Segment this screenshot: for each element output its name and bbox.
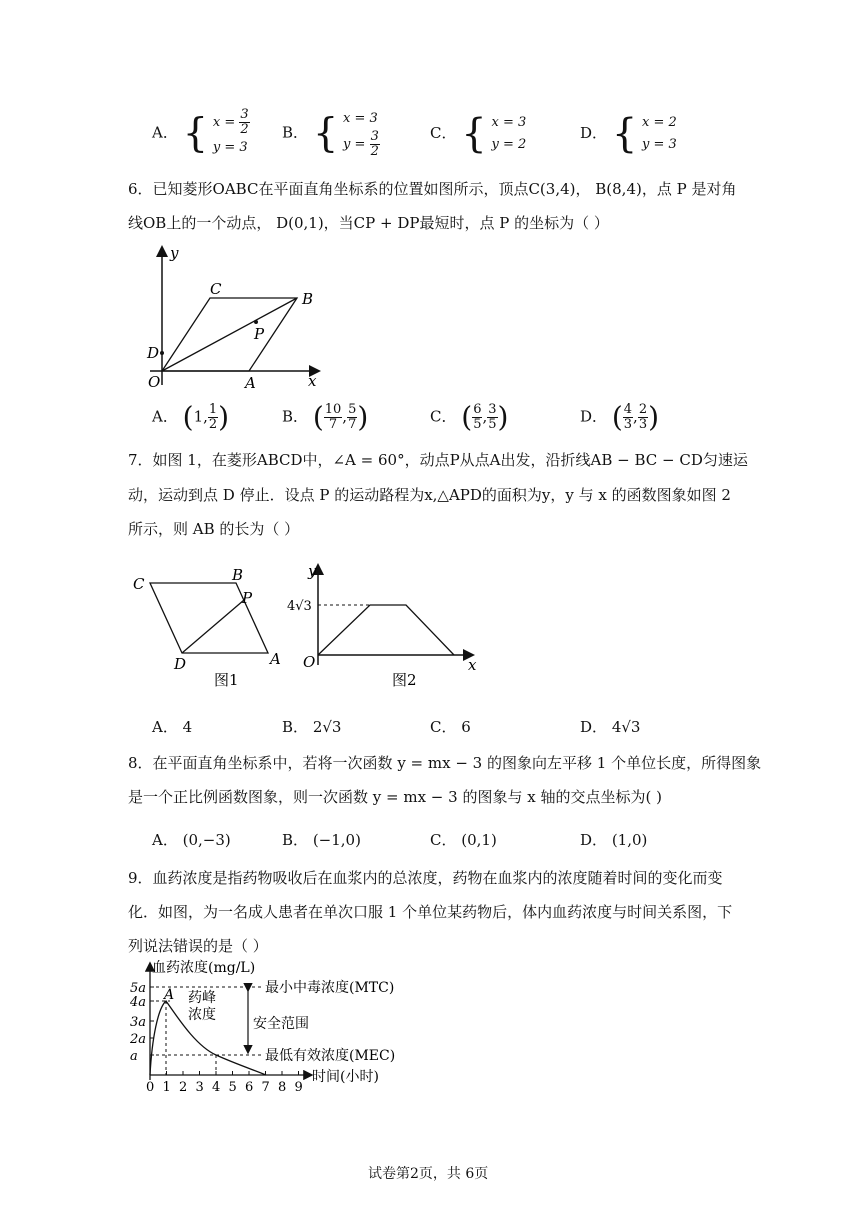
x-axis-title: 时间(小时) <box>312 1069 379 1085</box>
fraction: $\frac{2}{3}$ <box>638 402 648 432</box>
q6-option-a[interactable]: A． (1, $\frac{1}{2}$ ) <box>152 400 230 434</box>
x-axis-label: x <box>468 656 477 674</box>
y-tick-label: 3a <box>130 1015 147 1030</box>
label-o: O <box>148 373 161 390</box>
option-label: B． <box>282 718 309 736</box>
page-footer: 试卷第2页，共 6页 <box>368 1166 489 1182</box>
y-axis-label: y <box>308 562 317 580</box>
fraction: $\frac{10}{7}$ <box>324 402 342 432</box>
function-graph <box>318 605 454 655</box>
option-label: D． <box>580 124 608 142</box>
fraction: $\frac{3}{5}$ <box>488 402 497 432</box>
option-value: 4√3 <box>611 718 641 736</box>
fraction: $\frac{1}{2}$ <box>208 402 218 432</box>
option-value: (−1,0) <box>312 831 361 849</box>
q7-line-1: 7．如图 1，在菱形ABCD中，∠A = 60°，动点P从点A出发，沿折线AB − BC − CD匀速运 <box>128 451 748 469</box>
option-label: D． <box>580 718 608 736</box>
label-d: D <box>174 655 187 673</box>
label-a: A <box>245 374 256 390</box>
fraction: $\frac{6}{5}$ <box>473 402 482 432</box>
diagonal-ob <box>162 298 297 371</box>
q6-line-1: 6．已知菱形OABC在平面直角坐标系的位置如图所示，顶点C(3,4)， B(8,4)，点 P 是对角 <box>128 180 737 198</box>
point-d <box>160 351 164 355</box>
equation-system: x = 2 y = 3 <box>642 115 677 152</box>
x-tick-label: 6 <box>245 1080 254 1095</box>
option-label: D． <box>580 831 608 849</box>
mtc-label: 最小中毒浓度(MTC) <box>265 980 395 996</box>
figure-caption: 图1 <box>214 671 239 689</box>
safe-range-label: 安全范围 <box>253 1016 309 1032</box>
equation-system: x = 3 y = $\frac{3}{2}$ <box>343 111 379 159</box>
brace: { <box>461 111 487 157</box>
peak-point-label: A <box>164 987 175 1003</box>
label-b: B <box>232 566 244 584</box>
x-tick-label: 5 <box>228 1080 237 1095</box>
x-tick-label: 8 <box>278 1080 287 1095</box>
segment-pd <box>182 600 244 653</box>
option-label: C． <box>430 124 457 142</box>
q8-option-c[interactable] <box>430 829 497 850</box>
q6-option-c[interactable]: C． ( $\frac{6}{5}$ , $\frac{3}{5}$ ) <box>430 400 509 434</box>
x-axis-label: x <box>308 372 317 390</box>
q7-option-b[interactable] <box>282 716 341 737</box>
option-value: (1,0) <box>611 831 648 849</box>
fraction: $\frac{4}{3}$ <box>623 402 633 432</box>
option-label: C． <box>430 718 457 736</box>
option-value: 4 <box>182 718 193 736</box>
point-p <box>254 320 258 324</box>
y-value-label: 4√3 <box>287 599 312 614</box>
option-value: (0,−3) <box>182 831 231 849</box>
y-tick-label: 5a <box>130 981 147 996</box>
equation-system: x = $\frac{3}{2}$ y = 3 <box>212 107 249 155</box>
q7-option-a[interactable] <box>152 716 192 737</box>
q7-line-2: 动，运动到点 D 停止．设点 P 的运动路程为x,△APD的面积为y，y 与 x 的函数图象如图 2 <box>128 486 731 504</box>
x-tick-label: 3 <box>195 1080 204 1095</box>
label-p: P <box>254 325 265 343</box>
figure-caption: 图2 <box>392 671 417 689</box>
option-label: A． <box>152 831 178 849</box>
y-tick-label: 4a <box>130 995 147 1010</box>
q7-option-d[interactable] <box>580 716 640 737</box>
q7-figure-2 <box>282 560 482 690</box>
equation-system: x = 3 y = 2 <box>491 115 527 152</box>
q9-line-3: 列说法错误的是（ ） <box>128 937 268 955</box>
option-label: A． <box>152 718 178 736</box>
fraction: $\frac{3}{2}$ <box>370 129 379 159</box>
x-tick-label: 2 <box>179 1080 188 1095</box>
peak-label-line2: 浓度 <box>188 1007 216 1023</box>
option-value: 6 <box>461 718 471 736</box>
option-value: (0,1) <box>461 831 497 849</box>
q6-option-b[interactable]: B． ( $\frac{10}{7}$ , $\frac{5}{7}$ ) <box>282 400 369 434</box>
fraction: $\frac{5}{7}$ <box>348 402 357 432</box>
q8-option-b[interactable] <box>282 829 361 850</box>
q7-figure-1 <box>128 565 298 690</box>
q5-option-c[interactable] <box>430 112 526 156</box>
option-label: B． <box>282 123 309 142</box>
x-tick-label: 1 <box>162 1080 171 1095</box>
q6-line-2: 线OB上的一个动点， D(0,1)，当CP + DP最短时，点 P 的坐标为（ ） <box>128 214 609 232</box>
peak-label-line1: 药峰 <box>188 990 216 1006</box>
q8-line-2: 是一个正比例函数图象，则一次函数 y = mx − 3 的图象与 x 轴的交点坐标为( ) <box>128 788 662 806</box>
label-b: B <box>302 290 314 308</box>
q9-line-1: 9．血药浓度是指药物吸收后在血浆内的总浓度，药物在血浆内的浓度随着时间的变化而变 <box>128 869 723 887</box>
y-axis-label: y <box>170 244 179 262</box>
x-tick-label: 0 <box>146 1080 155 1095</box>
option-label: A． <box>152 407 178 426</box>
label-p: P <box>242 589 253 607</box>
y-tick-label: a <box>130 1049 138 1064</box>
q6-option-d[interactable]: D． ( $\frac{4}{3}$ , $\frac{2}{3}$ ) <box>580 400 660 434</box>
mec-label: 最低有效浓度(MEC) <box>265 1048 396 1064</box>
option-label: B． <box>282 831 309 849</box>
q6-figure <box>130 240 330 390</box>
x-tick-label: 7 <box>261 1080 270 1095</box>
option-label: C． <box>430 407 457 426</box>
label-d: D <box>147 344 160 362</box>
q7-option-c[interactable] <box>430 716 471 737</box>
label-o: O <box>303 653 316 671</box>
option-value: 2√3 <box>312 718 342 736</box>
label-a: A <box>270 650 281 668</box>
x-tick-label: 4 <box>212 1080 221 1095</box>
q5-option-a[interactable] <box>152 108 250 159</box>
option-label: B． <box>282 407 309 426</box>
option-label: D． <box>580 407 608 426</box>
fraction: $\frac{3}{2}$ <box>240 107 249 137</box>
q9-chart <box>126 958 416 1098</box>
q5-option-d[interactable] <box>580 112 677 156</box>
q8-option-d[interactable] <box>580 829 647 850</box>
y-tick-label: 2a <box>130 1032 147 1047</box>
y-axis-title: 血药浓度(mg/L) <box>152 960 256 976</box>
option-label: A． <box>152 123 178 142</box>
q7-line-3: 所示，则 AB 的长为（ ） <box>128 520 300 538</box>
q8-line-1: 8．在平面直角坐标系中，若将一次函数 y = mx − 3 的图象向左平移 1 个单位长度，所得图象 <box>128 754 762 772</box>
label-c: C <box>133 575 145 593</box>
option-label: C． <box>430 831 457 849</box>
label-c: C <box>210 280 222 298</box>
q9-line-2: 化．如图，为一名成人患者在单次口服 1 个单位某药物后，体内血药浓度与时间关系图，下 <box>128 903 733 921</box>
q8-option-a[interactable] <box>152 829 231 850</box>
brace: { <box>611 111 638 157</box>
brace: { <box>312 110 339 157</box>
x-tick-label: 9 <box>294 1080 303 1095</box>
brace: { <box>182 110 209 157</box>
q5-option-b[interactable] <box>282 108 380 159</box>
